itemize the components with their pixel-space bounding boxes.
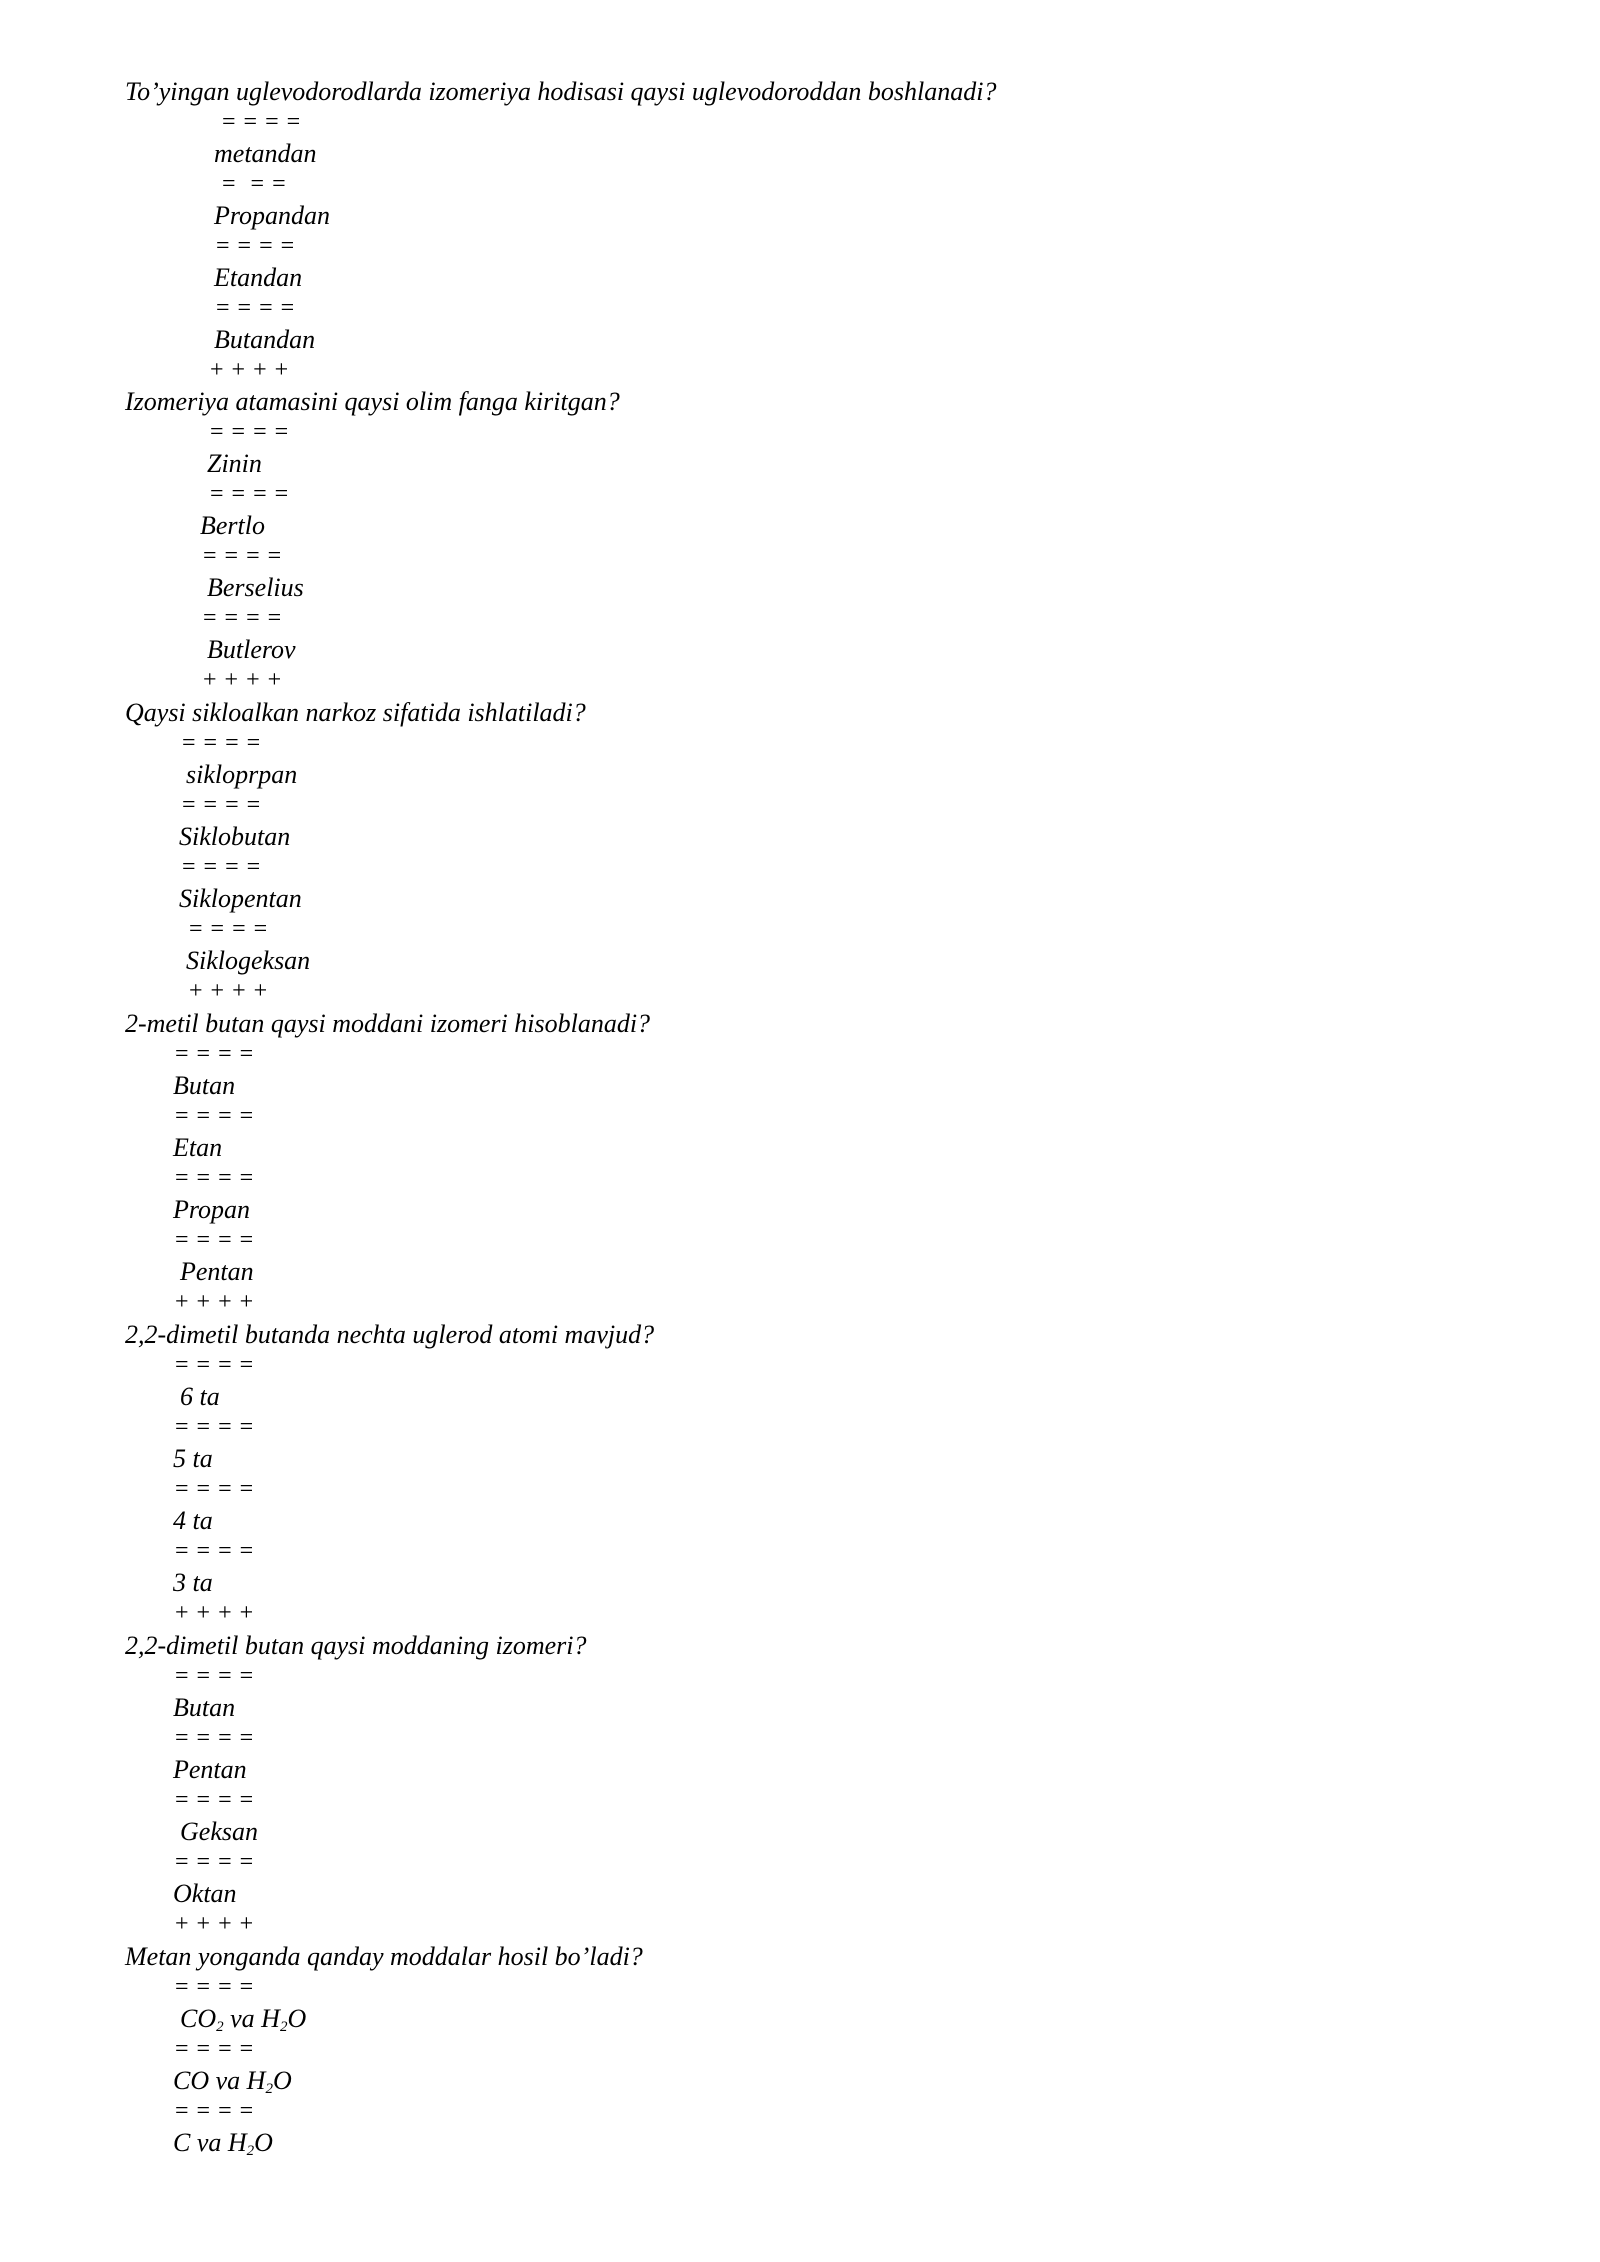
formula-subscript: 2 — [246, 2143, 255, 2159]
formula-part: C va H — [173, 2128, 247, 2157]
option-text: metandan — [214, 139, 317, 168]
option-separator: = = = = — [203, 543, 283, 569]
option-text: Butan — [173, 1071, 236, 1100]
option-separator: = = = = — [203, 605, 283, 631]
option-separator: = = = = — [175, 1476, 255, 1502]
option-separator: = = = = — [175, 1663, 255, 1689]
question-text: Qaysi sikloalkan narkoz sifatida ishlatiladi? — [125, 698, 586, 727]
option-separator: = = = = — [216, 233, 296, 259]
option-separator: = = = = — [175, 2098, 255, 2124]
option-separator: = = = = — [175, 1227, 255, 1253]
option-separator: = = = = — [182, 792, 262, 818]
answer-mark: + + + + — [189, 978, 269, 1004]
answer-mark: + + + + — [175, 1600, 255, 1626]
option-text: Propan — [173, 1195, 251, 1224]
option-separator: = = = = — [175, 1165, 255, 1191]
option-separator: = = = = — [175, 1538, 255, 1564]
option-separator: = = = = — [182, 730, 262, 756]
option-separator: = = = = — [222, 109, 302, 135]
option-separator: = = = = — [175, 1849, 255, 1875]
option-separator: = = = = — [175, 1725, 255, 1751]
option-text-formula — [173, 2127, 273, 2158]
option-text: Siklogeksan — [186, 946, 311, 975]
option-text: Bertlo — [200, 511, 265, 540]
formula-part: O — [287, 2004, 307, 2033]
option-text: Oktan — [173, 1879, 237, 1908]
option-separator: = = = = — [216, 295, 296, 321]
formula-part: CO — [180, 2004, 217, 2033]
option-separator: = = = = — [210, 419, 290, 445]
formula-part: O — [272, 2066, 292, 2095]
option-text: Siklopentan — [179, 884, 302, 913]
option-text: Butandan — [214, 325, 316, 354]
option-text: Butan — [173, 1693, 236, 1722]
option-text: 6 ta — [180, 1382, 220, 1411]
option-text: Zinin — [207, 449, 262, 478]
option-text: Etandan — [214, 263, 303, 292]
option-text: Siklobutan — [179, 822, 291, 851]
option-separator: = = = = — [175, 1041, 255, 1067]
option-separator: = = = = — [182, 854, 262, 880]
question-text: Metan yonganda qanday moddalar hosil bo’ladi? — [125, 1942, 643, 1971]
formula-part: O — [254, 2128, 273, 2157]
formula-subscript: 2 — [265, 2081, 273, 2097]
option-text: Geksan — [180, 1817, 258, 1846]
option-separator: = = = = — [175, 1974, 255, 2000]
formula-subscript: 2 — [216, 2019, 224, 2035]
option-text: Propandan — [214, 201, 331, 230]
option-text-formula — [180, 2003, 306, 2034]
option-separator: = = = = — [210, 481, 290, 507]
answer-mark: + + + + — [175, 1911, 255, 1937]
question-text: 2,2-dimetil butanda nechta uglerod atomi mavjud? — [125, 1320, 655, 1349]
option-text: Pentan — [180, 1257, 254, 1286]
answer-mark: + + + + — [175, 1289, 255, 1315]
option-separator: = = = = — [189, 916, 269, 942]
option-text: Etan — [173, 1133, 223, 1162]
answer-mark: + + + + — [210, 357, 290, 383]
formula-subscript: 2 — [279, 2019, 288, 2035]
option-text: 5 ta — [173, 1444, 213, 1473]
option-text: 3 ta — [173, 1568, 213, 1597]
option-separator: = = = = — [175, 1787, 255, 1813]
question-text: Izomeriya atamasini qaysi olim fanga kiritgan? — [125, 387, 620, 416]
question-text: To’yingan uglevodorodlarda izomeriya hodisasi qaysi uglevodoroddan boshlanadi? — [125, 77, 997, 106]
option-text: 4 ta — [173, 1506, 213, 1535]
option-separator: = = = = — [175, 1103, 255, 1129]
question-text: 2,2-dimetil butan qaysi moddaning izomeri? — [125, 1631, 587, 1660]
option-text: Butlerov — [207, 635, 296, 664]
option-separator: = = = — [222, 171, 287, 197]
formula-part: va H — [223, 2004, 280, 2033]
option-separator: = = = = — [175, 2036, 255, 2062]
option-text: Pentan — [173, 1755, 247, 1784]
question-text: 2-metil butan qaysi moddani izomeri hisoblanadi? — [125, 1009, 651, 1038]
answer-mark: + + + + — [203, 667, 283, 693]
option-text: Berselius — [207, 573, 304, 602]
option-separator: = = = = — [175, 1414, 255, 1440]
option-text-formula — [173, 2065, 292, 2096]
formula-part: CO va H — [173, 2066, 266, 2095]
option-text: sikloprpan — [186, 760, 298, 789]
option-separator: = = = = — [175, 1352, 255, 1378]
